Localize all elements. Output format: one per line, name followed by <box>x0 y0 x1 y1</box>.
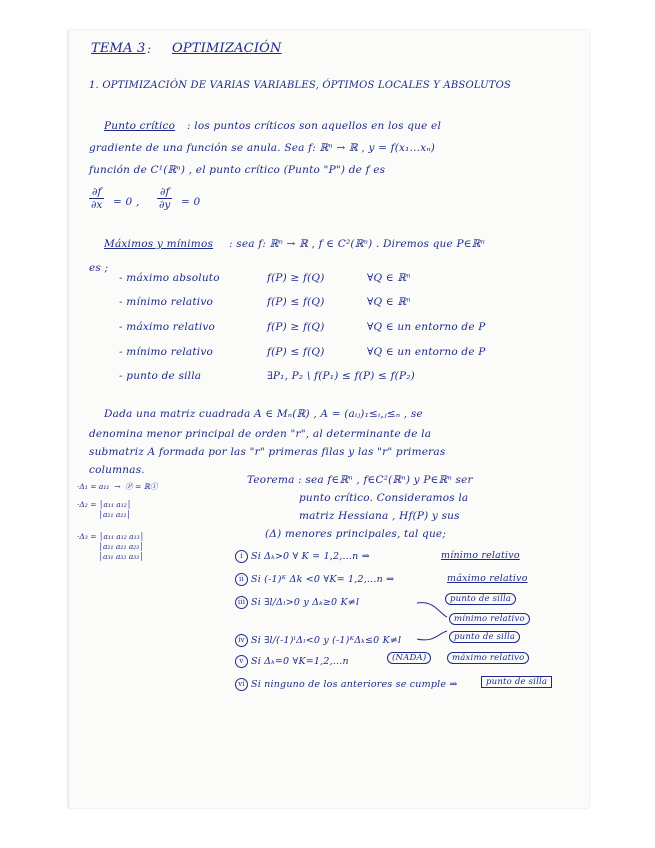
theorem-case: i Si Δₖ>0 ∀ K = 1,2,...n ⇒ <box>235 550 370 563</box>
maxmin-name: - máximo relativo <box>119 321 216 333</box>
delta-3: ·Δ₃ = │a₁₁ a₁₂ a₁₃│ │a₂₁ a₂₂ a₂₃│ │a₃₁ a₃₂ a₃₃│ <box>77 532 145 561</box>
theorem-case: vi Si ninguno de los anteriores se cumple ⇒ <box>235 678 458 691</box>
theorem-line1: Teorema : sea f∈ℝⁿ , f∈C²(ℝⁿ) y P∈ℝⁿ ser <box>247 474 473 486</box>
maxmin-cond: f(P) ≤ f(Q) <box>267 346 325 358</box>
case-result: máximo relativo <box>447 573 528 584</box>
maxmin-cond: f(P) ≥ f(Q) <box>267 321 325 333</box>
maxmin-intro: : sea f: ℝⁿ → ℝ , f ∈ C²(ℝⁿ) . Diremos que P∈ℝⁿ <box>229 238 486 250</box>
case-result: punto de silla <box>449 631 520 643</box>
maxmin-cond: ∃P₁, P₂ \ f(P₁) ≤ f(P) ≤ f(P₂) <box>267 370 415 382</box>
theorem-line3: matriz Hessiana , Hf(P) y sus <box>299 510 460 522</box>
maxmin-quant: ∀Q ∈ un entorno de P <box>367 321 486 333</box>
minor-line3: submatriz A formada por las "r" primeras filas y las "r" primeras <box>89 446 446 458</box>
critical-point-line2: gradiente de una función se anula. Sea f: ℝⁿ → ℝ , y = f(x₁...xₙ) <box>89 142 436 154</box>
maxmin-quant: ∀Q ∈ ℝⁿ <box>367 272 411 284</box>
critical-point-line1: : los puntos críticos son aquellos en los que el <box>187 120 442 132</box>
minor-line1: Dada una matriz cuadrada A ∈ Mₙ(ℝ) , A = (aᵢⱼ)₁≤ᵢ,ⱼ≤ₙ , se <box>104 408 423 420</box>
partial-fy: $\frac{\partial f}{\partial y}$ <box>159 186 171 211</box>
theorem-line4: (Δ) menores principales, tal que; <box>265 528 447 540</box>
maxmin-es: es ; <box>89 262 109 274</box>
notebook-page <box>68 30 589 808</box>
delta-1: ·Δ₁ = a₁₁ → Ⓟ = ℝ① <box>77 482 158 491</box>
topic-title: OPTIMIZACIÓN <box>172 41 282 56</box>
delta-2: ·Δ₂ = │a₁₁ a₁₂│ │a₂₁ a₂₂│ <box>77 500 132 519</box>
nada-oval: (NADA) <box>387 652 431 664</box>
maxmin-name: - mínimo relativo <box>119 296 214 308</box>
theorem-case: ii Si (-1)ᴷ Δk <0 ∀K= 1,2,...n ⇒ <box>235 573 394 586</box>
bracket-arrows <box>409 595 459 665</box>
theorem-case: v Si Δₖ=0 ∀K=1,2,...n <box>235 655 349 668</box>
case-result: punto de silla <box>481 676 552 688</box>
maxmin-name: - máximo absoluto <box>119 272 220 284</box>
minor-line2: denomina menor principal de orden "r", al determinante de la <box>89 428 432 440</box>
case-result: mínimo relativo <box>441 550 520 561</box>
maxmin-cond: f(P) ≥ f(Q) <box>267 272 325 284</box>
tema-colon: : <box>147 42 152 56</box>
maxmin-quant: ∀Q ∈ un entorno de P <box>367 346 486 358</box>
theorem-case: iv Si ∃l/(-1)ˡΔₗ<0 y (-1)ᴷΔₖ≤0 K≠l <box>235 634 401 647</box>
partial-fx: $\frac{\partial f}{\partial x}$ <box>91 186 103 211</box>
maxmin-name: - mínimo relativo <box>119 346 214 358</box>
maxmin-name: - punto de silla <box>119 370 202 382</box>
minor-line4: columnas. <box>89 464 145 476</box>
section-heading: 1. OPTIMIZACIÓN DE VARIAS VARIABLES, ÓPTIMOS LOCALES Y ABSOLUTOS <box>89 80 512 91</box>
eq-zero-1: = 0 , <box>113 196 140 208</box>
theorem-line2: punto crítico. Consideramos la <box>299 492 469 504</box>
maxmin-term: Máximos y mínimos <box>104 238 214 250</box>
maxmin-cond: f(P) ≤ f(Q) <box>267 296 325 308</box>
case-result: máximo relativo <box>447 652 529 664</box>
tema-label: TEMA 3 <box>91 41 146 56</box>
maxmin-quant: ∀Q ∈ ℝⁿ <box>367 296 411 308</box>
critical-point-term: Punto crítico <box>104 120 176 132</box>
theorem-case: iii Si ∃l/Δₗ>0 y Δₖ≥0 K≠l <box>235 596 359 609</box>
case-result-alt: mínimo relativo <box>449 613 530 625</box>
eq-zero-2: = 0 <box>181 196 201 208</box>
case-result: punto de silla <box>445 593 516 605</box>
critical-point-line3: función de C¹(ℝⁿ) , el punto crítico (Punto "P") de f es <box>89 164 386 176</box>
